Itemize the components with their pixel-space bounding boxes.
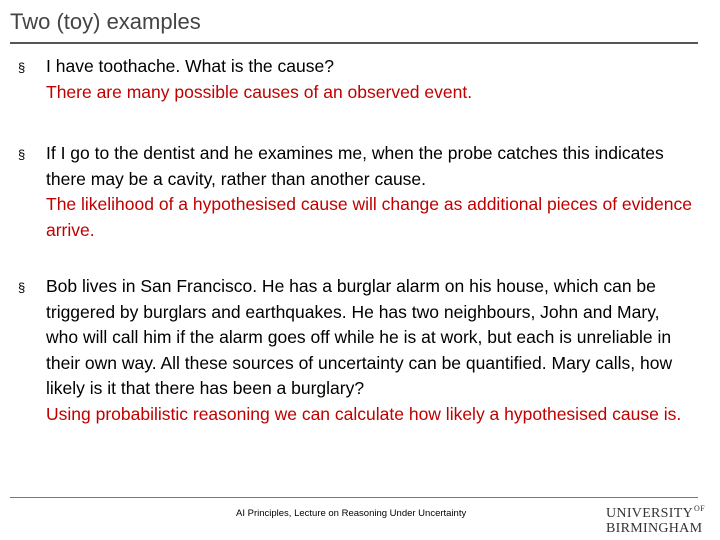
bullet-marker: §	[18, 147, 26, 162]
logo-university: UNIVERSITY	[606, 506, 693, 521]
logo-of: OF	[694, 504, 705, 513]
bullet-2-answer: The likelihood of a hypothesised cause will change as additional pieces of evidence arrive.	[46, 194, 692, 240]
bullet-1-answer: There are many possible causes of an observed event.	[46, 81, 473, 102]
logo-line-2: BIRMINGHAM	[606, 521, 703, 536]
bullet-marker: §	[18, 280, 26, 295]
bullet-3	[46, 274, 696, 427]
bullet-2-text: If I go to the dentist and he examines me, when the probe catches this indicates there may be a cavity, rather than another cause.	[46, 143, 664, 189]
slide-title: Two (toy) examples	[10, 9, 201, 34]
bullet-3-text: Bob lives in San Francisco. He has a burglar alarm on his house, which can be triggered by burglars and earthquakes. He has two neighbours, John and Mary, who will call him if the alarm goes off while he is at work, but each is unreliable in their own way. All these sources of uncertainty can be quantified. Mary calls, how likely is it that there has been a burglary?	[46, 276, 673, 398]
bullet-3-answer: Using probabilistic reasoning we can calculate how likely a hypothesised cause is.	[46, 403, 682, 424]
footer-divider	[10, 497, 698, 498]
title-divider	[10, 42, 698, 44]
bullet-1-text: I have toothache. What is the cause?	[46, 56, 334, 76]
bullet-2	[46, 141, 696, 243]
university-logo	[606, 504, 705, 536]
footer-text: AI Principles, Lecture on Reasoning Under Uncertainty	[236, 508, 467, 519]
bullet-marker: §	[18, 60, 26, 75]
bullet-1	[46, 54, 696, 105]
logo-line-1	[606, 504, 705, 521]
